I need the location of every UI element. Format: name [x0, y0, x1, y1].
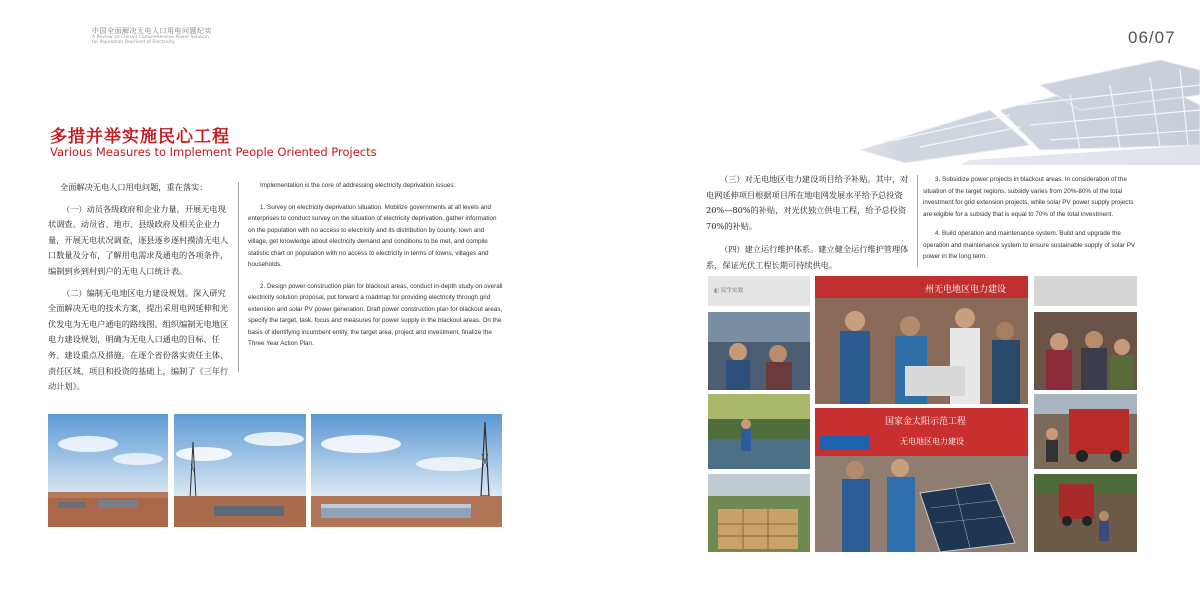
cn-paragraph-4: （四）建立运行维护体系。建立健全运行维护管理体系，保证光伏工程长期可持续供电。 — [706, 244, 909, 270]
section-title-cn: 多措并举实施民心工程 — [50, 127, 230, 147]
photo-red-truck — [1034, 394, 1137, 469]
column-divider — [238, 182, 239, 372]
section-title-en: Various Measures to Implement People Oriented Projects — [50, 145, 377, 159]
photo-desert-station — [48, 414, 168, 527]
en-paragraph-2: 2. Design power construction plan for blackout areas, conduct in-depth study on overall electricity solution proposal, put forward a roadmap for providing electricity through grid extension and solar PV power generation. Draft power construction plan for blackout areas, specify the target, task, focus and measures for power supply in the blackout areas. On the basis of identifying incumbent entity, the target area, project and investment, finalize the Three Year Action Plan. — [248, 282, 503, 347]
photo-villagers-crowd — [1034, 312, 1137, 390]
cn-intro: 全面解决无电人口用电问题，重在落实： — [60, 182, 208, 192]
en-paragraph-4: 4. Build operation and maintenance system. Build and upgrade the operation and maintenance system to ensure sustainable supply of solar PV power in the long term. — [923, 230, 1136, 260]
photo-river-crossing — [708, 394, 810, 469]
page-number: 06/07 — [1128, 28, 1176, 47]
photo-solar-panel-handover — [815, 408, 1028, 552]
header-subtitle-line1: A Review on China's Comprehensive Power Solution — [92, 35, 209, 40]
header-subtitle-en — [92, 35, 232, 45]
en-paragraph-3: 3. Subsidize power projects in blackout areas. In consideration of the situation of the target regions, subsidy varies from 20%-80% of the total investment for grid extension projects, while solar PV power supply projects are eligible for a subsidy that is equal to 70% of the total investment. — [923, 176, 1134, 218]
cn-paragraph-2: （二）编制无电地区电力建设规划。深入研究全面解决无电的技术方案，提出采用电网延伸和光伏发电为无电户通电的路线图。组织编制无电地区电力建设规划，明确为无电人口通电的目标、任务、建设重点及措施。在逐个省份落实责任主体、责任区域、项目和投资的基础上，编制了《三年行动计划》。 — [48, 287, 229, 392]
photo-solar-plant — [311, 414, 502, 527]
svg-text:州无电地区电力建设: 州无电地区电力建设 — [925, 285, 1007, 295]
photo-placeholder — [1034, 276, 1137, 306]
right-cn-column — [706, 172, 912, 274]
photo-villagers-indoor — [708, 312, 810, 390]
photo-workers-training — [815, 276, 1028, 404]
photo-muddy-road — [1034, 474, 1137, 552]
photo-loading-boxes — [708, 474, 810, 552]
right-en-column — [923, 174, 1139, 263]
svg-text:无电地区电力建设: 无电地区电力建设 — [900, 437, 964, 446]
banner-label-text: 民生实效 — [720, 288, 743, 294]
left-cn-column — [48, 180, 230, 395]
header-title-cn: 中国全面解决无电人口用电问题纪实 — [92, 27, 212, 35]
right-column-divider — [917, 175, 918, 267]
svg-text:国家金太阳示范工程: 国家金太阳示范工程 — [885, 417, 967, 427]
solar-panel-decoration — [740, 55, 1200, 165]
header-subtitle-line2: for Population Deprived of Electricity — [92, 40, 175, 45]
left-en-column — [248, 180, 504, 350]
en-intro: Implementation is the core of addressing electricity deprivation issues: — [260, 182, 456, 189]
banner-label: ◧ 民生实效 — [714, 288, 743, 294]
cn-paragraph-3: （三）对无电地区电力建设项目给予补贴。其中，对电网延伸项目根据项目所在地电网发展水平给予总投资20%—80%的补贴，对光伏独立供电工程，给予总投资70%的补贴。 — [706, 174, 909, 231]
photo-desert-tower — [174, 414, 306, 527]
cn-paragraph-1: （一）动员各级政府和企业力量，开展无电现状调查。动员省、地市、县级政府及相关企业力量，开展无电状况调查，逐县逐乡逐村摸清无电人口数量及分布，了解用电需求及通电的各项条件，编制到乡到村到户的无电人口统计表。 — [48, 203, 229, 276]
en-paragraph-1: 1. Survey on electricity deprivation situation. Mobilize governments at all levels and enterprises to conduct survey on the situation of electricity deprivation, gather information on the population with no access to electricity and its distribution by county, town and village, get knowledge about electricity demand and conditions to be met, and compile statistic chart on population with no access to electricity in terms of towns, villages and households. — [248, 203, 497, 268]
